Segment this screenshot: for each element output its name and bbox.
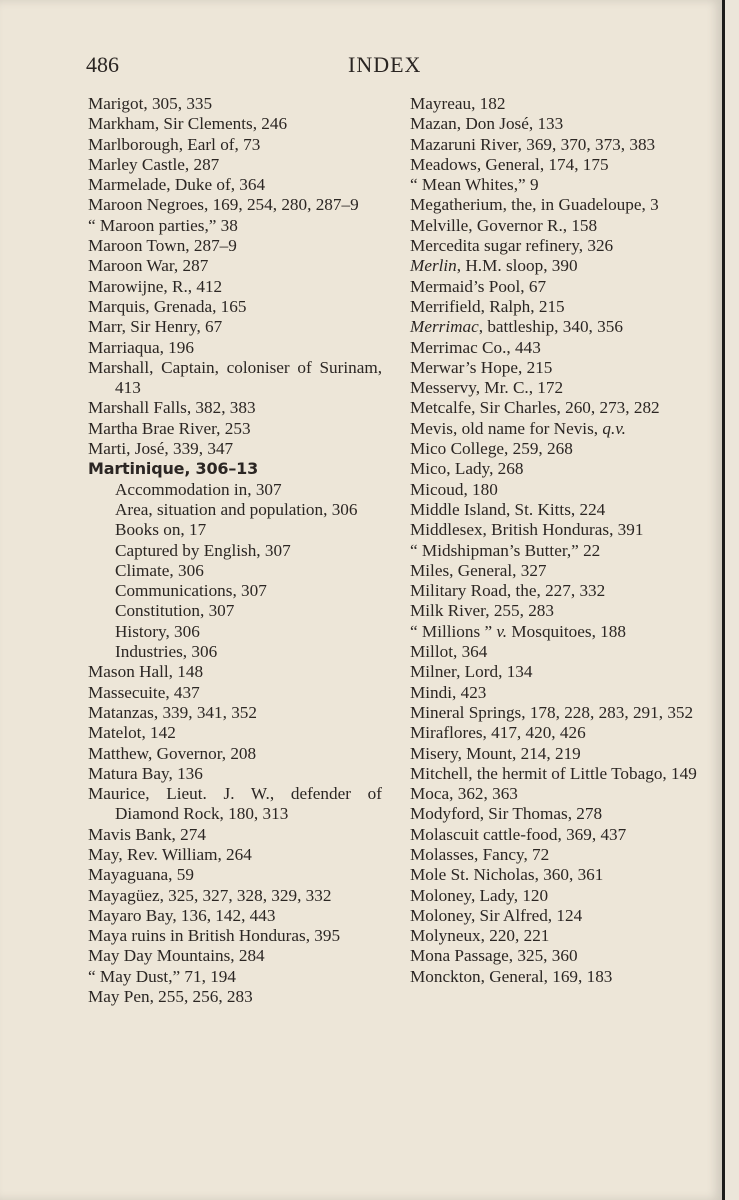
index-column-left <box>88 94 382 1007</box>
index-entry: Marshall, Captain, coloniser of Surinam, 413 <box>88 357 382 398</box>
index-entry: Molyneux, 220, 221 <box>410 926 550 946</box>
index-entry: Mico College, 259, 268 <box>410 439 573 459</box>
index-entry: Martinique, 306–13 <box>88 459 259 479</box>
index-entry: “ Midshipman’s Butter,” 22 <box>410 540 601 560</box>
index-entry: Mermaid’s Pool, 67 <box>410 276 547 296</box>
index-entry: Mevis, old name for Nevis, q.v. <box>410 418 626 438</box>
index-entry: Messervy, Mr. C., 172 <box>410 378 564 398</box>
index-entry: Millot, 364 <box>410 642 488 662</box>
index-entry: Moloney, Sir Alfred, 124 <box>410 905 583 925</box>
index-entry: Marquis, Grenada, 165 <box>88 296 247 316</box>
index-subentry: Accommodation in, 307 <box>115 479 282 499</box>
index-subentry: Constitution, 307 <box>115 601 235 621</box>
index-entry: Mitchell, the hermit of Little Tobago, 149 <box>410 763 697 783</box>
index-entry: Megatherium, the, in Guadeloupe, 3 <box>410 195 659 215</box>
index-entry: Mona Passage, 325, 360 <box>410 946 578 966</box>
index-entry: Military Road, the, 227, 332 <box>410 581 606 601</box>
index-entry: “ Millions ” v. Mosquitoes, 188 <box>410 621 626 641</box>
index-entry: Merrifield, Ralph, 215 <box>410 296 565 316</box>
index-subentry: Industries, 306 <box>115 642 218 662</box>
index-entry: Matelot, 142 <box>88 723 176 743</box>
index-entry: Maurice, Lieut. J. W., defender of Diamond Rock, 180, 313 <box>88 784 382 824</box>
page-header <box>0 52 722 86</box>
index-entry: Merwar’s Hope, 215 <box>410 357 553 377</box>
index-entry: Matura Bay, 136 <box>88 763 203 783</box>
index-entry: Maroon Town, 287–9 <box>88 236 237 256</box>
index-entry: Mercedita sugar refinery, 326 <box>410 236 614 256</box>
index-entry: Merrimac, battleship, 340, 356 <box>410 317 623 337</box>
index-entry: Matanzas, 339, 341, 352 <box>88 702 257 722</box>
index-entry: Marigot, 305, 335 <box>88 94 213 113</box>
index-subentry: Climate, 306 <box>115 560 204 580</box>
index-entry: Meadows, General, 174, 175 <box>410 154 609 174</box>
index-entry: Mayaro Bay, 136, 142, 443 <box>88 905 276 925</box>
index-column-right <box>410 94 706 987</box>
index-entry: Molascuit cattle-food, 369, 437 <box>410 824 627 844</box>
index-entry: Moca, 362, 363 <box>410 784 518 804</box>
index-entry: May Day Mountains, 284 <box>88 946 265 966</box>
index-entry: Maya ruins in British Honduras, 395 <box>88 926 341 946</box>
index-entry: Middle Island, St. Kitts, 224 <box>410 499 606 519</box>
index-entry: Martha Brae River, 253 <box>88 418 251 438</box>
index-entry: Milner, Lord, 134 <box>410 662 533 682</box>
index-entry: Marti, José, 339, 347 <box>88 439 234 459</box>
index-subentry: Captured by English, 307 <box>115 540 291 560</box>
index-entry: Melville, Governor R., 158 <box>410 215 598 235</box>
index-entry: Mindi, 423 <box>410 682 487 702</box>
index-entry: Matthew, Governor, 208 <box>88 743 257 763</box>
index-entry: Mico, Lady, 268 <box>410 459 524 479</box>
index-entry: Merlin, H.M. sloop, 390 <box>410 256 578 276</box>
index-entry: Monckton, General, 169, 183 <box>410 966 613 986</box>
index-entry: Marlborough, Earl of, 73 <box>88 134 261 154</box>
index-subentry: Area, situation and population, 306 <box>115 499 358 519</box>
page-number: 486 <box>86 52 119 77</box>
index-entry: Markham, Sir Clements, 246 <box>88 114 288 134</box>
index-entry: Mavis Bank, 274 <box>88 824 206 844</box>
index-entry: Micoud, 180 <box>410 479 498 499</box>
index-entry: Marley Castle, 287 <box>88 154 220 174</box>
index-entry: Maroon War, 287 <box>88 256 209 276</box>
index-entry: Marmelade, Duke of, 364 <box>88 175 266 195</box>
index-subentry: Communications, 307 <box>115 581 267 601</box>
index-entry: Maroon Negroes, 169, 254, 280, 287–9 <box>88 195 359 215</box>
index-entry: Merrimac Co., 443 <box>410 337 541 357</box>
index-entry: Milk River, 255, 283 <box>410 601 554 621</box>
index-entry: May, Rev. William, 264 <box>88 844 252 864</box>
index-entry: Massecuite, 437 <box>88 682 200 702</box>
index-entry: Mayreau, 182 <box>410 94 506 113</box>
index-entry: Mazaruni River, 369, 370, 373, 383 <box>410 134 656 154</box>
index-entry: Mazan, Don José, 133 <box>410 114 564 134</box>
index-subentry: History, 306 <box>115 621 200 641</box>
index-entry: Miles, General, 327 <box>410 560 547 580</box>
right-page-edge <box>722 0 739 1200</box>
index-entry: Metcalfe, Sir Charles, 260, 273, 282 <box>410 398 660 418</box>
index-entry: May Pen, 255, 256, 283 <box>88 987 253 1007</box>
index-entry: “ Mean Whites,” 9 <box>410 175 539 195</box>
index-entry: Mayagüez, 325, 327, 328, 329, 332 <box>88 885 332 905</box>
index-subentry: Books on, 17 <box>115 520 207 540</box>
index-entry: Modyford, Sir Thomas, 278 <box>410 804 603 824</box>
index-entry: Marriaqua, 196 <box>88 337 194 357</box>
index-entry: Mason Hall, 148 <box>88 662 204 682</box>
index-entry: Marr, Sir Henry, 67 <box>88 317 223 337</box>
index-entry: Misery, Mount, 214, 219 <box>410 743 581 763</box>
running-head-title: INDEX <box>348 52 422 77</box>
index-entry: Mayaguana, 59 <box>88 865 194 885</box>
index-entry: Middlesex, British Honduras, 391 <box>410 520 644 540</box>
index-entry: Mole St. Nicholas, 360, 361 <box>410 865 604 885</box>
index-entry: Marshall Falls, 382, 383 <box>88 398 256 418</box>
index-entry: Mineral Springs, 178, 228, 283, 291, 352 <box>410 702 694 722</box>
index-entry: “ May Dust,” 71, 194 <box>88 966 236 986</box>
index-entry: Miraflores, 417, 420, 426 <box>410 723 586 743</box>
index-entry: Marowijne, R., 412 <box>88 276 223 296</box>
index-entry: Moloney, Lady, 120 <box>410 885 549 905</box>
index-entry: Molasses, Fancy, 72 <box>410 844 550 864</box>
index-entry: “ Maroon parties,” 38 <box>88 215 238 235</box>
